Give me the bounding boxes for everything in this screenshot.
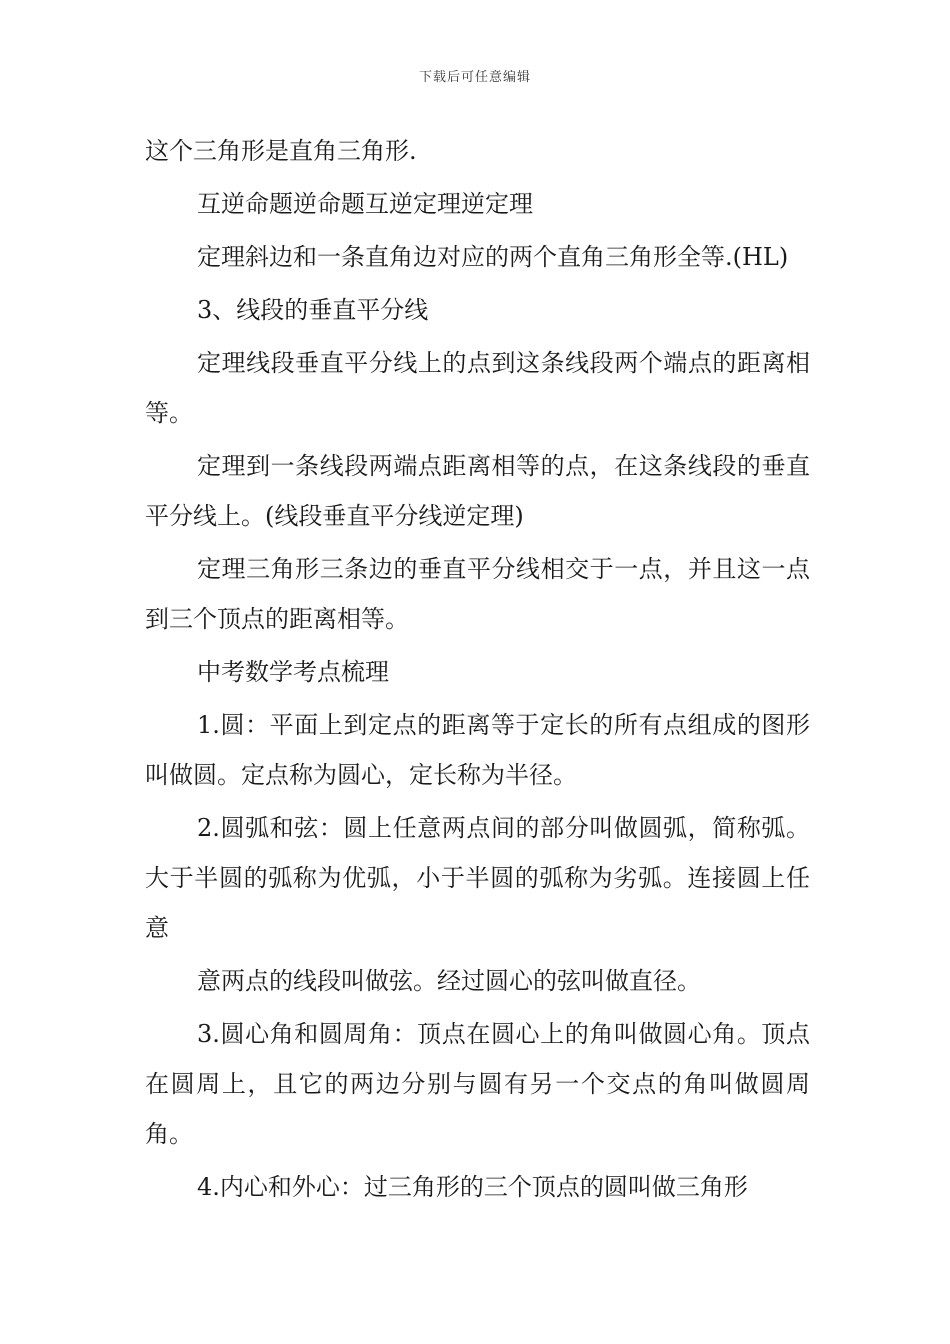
paragraph-circle-definition: 1.圆：平面上到定点的距离等于定长的所有点组成的图形叫做圆。定点称为圆心，定长称为半径。 [145,711,810,789]
paragraph-conclusion: 这个三角形是直角三角形. [145,137,417,165]
section-heading-perpendicular-bisector: 3、线段的垂直平分线 [197,296,429,324]
paragraph-bisector-theorem: 定理线段垂直平分线上的点到这条线段两个端点的距离相等。 [145,349,810,427]
paragraph-triangle-bisectors: 定理三角形三条边的垂直平分线相交于一点，并且这一点到三个顶点的距离相等。 [145,555,810,633]
paragraph-incenter-circumcenter: 4.内心和外心：过三角形的三个顶点的圆叫做三角形 [197,1173,748,1201]
page-header: 下载后可任意编辑 [418,70,531,85]
paragraph-converse-terms: 互逆命题逆命题互逆定理逆定理 [197,190,533,218]
paragraph-hl-theorem: 定理斜边和一条直角边对应的两个直角三角形全等.(HL) [197,243,789,271]
paragraph-central-inscribed-angle: 3.圆心角和圆周角：顶点在圆心上的角叫做圆心角。顶点在圆周上，且它的两边分别与圆有另一个交点的角叫做圆周角。 [145,1020,810,1148]
paragraph-arc-and-chord: 2.圆弧和弦：圆上任意两点间的部分叫做圆弧，简称弧。大于半圆的弧称为优弧，小于半圆的弧称为劣弧。连接圆上任意 [145,814,810,942]
paragraph-chord-diameter: 意两点的线段叫做弦。经过圆心的弦叫做直径。 [197,967,701,995]
document-body [145,126,810,1215]
section-heading-exam-points: 中考数学考点梳理 [197,658,389,686]
paragraph-bisector-converse: 定理到一条线段两端点距离相等的点，在这条线段的垂直平分线上。(线段垂直平分线逆定理) [145,452,810,530]
